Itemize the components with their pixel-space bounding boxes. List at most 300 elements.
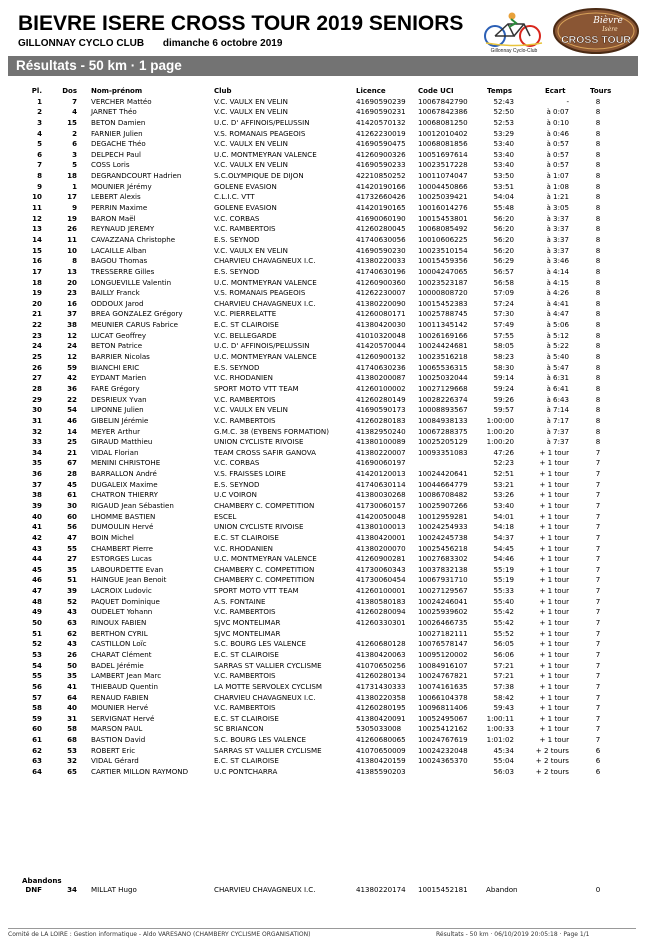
cell-bib: 28 <box>67 469 77 479</box>
cell-laps: 8 <box>595 96 601 106</box>
cell-bib: 10 <box>67 245 77 255</box>
table-row <box>0 118 652 129</box>
cell-time: 56:57 <box>493 266 514 276</box>
table-row <box>0 607 652 618</box>
table-row <box>0 309 652 320</box>
cell-place: 27 <box>32 373 42 383</box>
cell-gap: à 7:37 <box>546 437 569 447</box>
cell-place: 39 <box>32 500 42 510</box>
cell-club: E.S. SEYNOD <box>214 362 260 372</box>
cell-licence: 41262230019 <box>356 128 406 138</box>
cell-name: LIPONNE Julien <box>91 405 144 415</box>
cell-gap: à 3:05 <box>546 203 569 213</box>
cell-club: V.C. RHODANIEN <box>214 543 273 553</box>
cell-licence: 41380220358 <box>356 692 406 702</box>
cell-place: 59 <box>32 713 42 723</box>
cell-name: RINOUX FABIEN <box>91 618 147 628</box>
cell-uci-code: 10068081856 <box>418 139 468 149</box>
cell-uci-code: 10027129567 <box>418 586 468 596</box>
col-header-bib: Dos <box>62 87 77 95</box>
cell-club: CHARVIEU CHAVAGNEUX I.C. <box>214 885 316 894</box>
cell-place: 51 <box>32 628 42 638</box>
cell-licence: 41260680065 <box>356 735 406 745</box>
cell-bib: 47 <box>67 532 77 542</box>
cell-licence: 41260900132 <box>356 352 406 362</box>
cell-uci-code: 10025039421 <box>418 192 468 202</box>
cell-club: SARRAS ST VALLIER CYCLISME <box>214 660 322 670</box>
event-date: dimanche 6 octobre 2019 <box>162 38 283 49</box>
cell-time: 52:53 <box>493 117 514 127</box>
cell-licence: 41740630114 <box>356 479 406 489</box>
table-row <box>0 373 652 384</box>
cell-time: 57:24 <box>493 298 514 308</box>
cell-gap: à 6:41 <box>546 383 569 393</box>
table-row <box>0 331 652 342</box>
col-header-laps: Tours <box>590 87 612 95</box>
cell-uci-code: 10015452181 <box>418 885 468 894</box>
cell-name: BARRALLON André <box>91 469 157 479</box>
cell-gap: à 6:43 <box>546 394 569 404</box>
cell-name: JARNET Théo <box>91 107 137 117</box>
table-row <box>0 288 652 299</box>
cell-time: 56:58 <box>493 277 514 287</box>
cell-bib: 65 <box>67 767 77 776</box>
cell-gap: à 0:10 <box>546 117 569 127</box>
cell-time: 53:29 <box>493 128 514 138</box>
cell-laps: 8 <box>595 309 601 319</box>
table-row <box>0 756 652 767</box>
table-row <box>0 693 652 704</box>
cell-bib: 11 <box>67 234 77 244</box>
cell-time: 54:46 <box>493 554 514 564</box>
cell-uci-code: 10000808720 <box>418 288 468 298</box>
cell-licence: 41740630196 <box>356 266 406 276</box>
cell-laps: 8 <box>595 437 601 447</box>
table-row <box>0 171 652 182</box>
cell-club: CHARVIEU CHAVAGNEUX I.C. <box>214 298 316 308</box>
cell-uci-code: 10024232048 <box>418 745 468 755</box>
cell-licence: 41420120013 <box>356 469 406 479</box>
cell-club: E.S. SEYNOD <box>214 266 260 276</box>
cell-licence: 41420190165 <box>356 203 406 213</box>
cell-gap: à 0:46 <box>546 128 569 138</box>
cell-bib: 52 <box>67 596 77 606</box>
cell-laps: 6 <box>595 767 601 776</box>
cell-licence: 41740630056 <box>356 234 406 244</box>
cell-gap: + 1 tour <box>539 639 569 649</box>
cell-bib: 64 <box>67 692 77 702</box>
cell-club: LA MOTTE SERVOLEX CYCLISM <box>214 681 322 691</box>
cell-licence: 41260680128 <box>356 639 406 649</box>
logo-caption: Gillonnay Cyclo-Club <box>490 48 538 54</box>
table-row <box>0 575 652 586</box>
cell-laps: 7 <box>595 649 601 659</box>
cell-licence: 41260280183 <box>356 415 406 425</box>
cell-name: VIDAL Gérard <box>91 756 139 766</box>
cell-time: 47:26 <box>493 447 514 457</box>
cell-uci-code: 10028226374 <box>418 394 468 404</box>
cell-laps: 7 <box>595 628 601 638</box>
cell-bib: 55 <box>67 543 77 553</box>
cell-place: 40 <box>32 511 42 521</box>
cell-place: 47 <box>32 586 42 596</box>
cell-bib: 31 <box>67 713 77 723</box>
cell-licence: 41380220007 <box>356 447 406 457</box>
cell-uci-code: 10012010402 <box>418 128 468 138</box>
cell-time: 55:52 <box>493 628 514 638</box>
cell-place: 4 <box>37 128 42 138</box>
cell-bib: 53 <box>67 745 77 755</box>
cell-gap: + 1 tour <box>539 671 569 681</box>
cell-time: 56:06 <box>493 649 514 659</box>
cell-club: ESCEL <box>214 511 237 521</box>
table-row <box>0 767 652 778</box>
cell-name: PERRIN Maxime <box>91 203 148 213</box>
cell-bib: 59 <box>67 362 77 372</box>
cell-name: ROBERT Eric <box>91 745 136 755</box>
cell-place: 2 <box>37 107 42 117</box>
cell-laps: 7 <box>595 490 601 500</box>
cell-place: 18 <box>32 277 42 287</box>
cell-club: V.C. CORBAS <box>214 213 260 223</box>
cell-bib: 36 <box>67 383 77 393</box>
cell-name: RIGAUD Jean Sébastien <box>91 500 174 510</box>
table-row <box>0 682 652 693</box>
cell-uci-code: 10066104378 <box>418 692 468 702</box>
cell-bib: 16 <box>67 298 77 308</box>
cell-club: A.S. FONTAINE <box>214 596 266 606</box>
cell-gap: à 3:37 <box>546 213 569 223</box>
cell-place: 6 <box>37 149 42 159</box>
cell-licence: 41690590230 <box>356 245 406 255</box>
table-row <box>0 650 652 661</box>
table-row <box>0 395 652 406</box>
cell-name: LUCAT Geoffrey <box>91 330 147 340</box>
cell-bib: 7 <box>72 96 77 106</box>
cell-laps: 7 <box>595 660 601 670</box>
cell-licence: 41070650009 <box>356 745 406 755</box>
table-row <box>0 512 652 523</box>
cell-name: RENAUD FABIEN <box>91 692 149 702</box>
cell-name: COSS Loris <box>91 160 130 170</box>
table-row <box>0 224 652 235</box>
cell-club: S.C. BOURG LES VALENCE <box>214 639 307 649</box>
cell-gap: à 7:37 <box>546 426 569 436</box>
cell-name: BASTION David <box>91 735 146 745</box>
logo-text-top: Bièvre <box>593 16 623 26</box>
cell-club: V.C. CORBAS <box>214 458 260 468</box>
cell-licence: 41380420030 <box>356 320 406 330</box>
dnf-row <box>0 885 652 896</box>
cell-licence: 41260100001 <box>356 586 406 596</box>
cell-gap: + 2 tours <box>535 767 569 776</box>
table-row <box>0 724 652 735</box>
cell-bib: 8 <box>72 256 77 266</box>
cell-bib: 46 <box>67 415 77 425</box>
cell-club: CHARVIEU CHAVAGNEUX I.C. <box>214 256 316 266</box>
cell-licence: 41380100089 <box>356 437 406 447</box>
cell-gap: + 1 tour <box>539 490 569 500</box>
cell-licence: 41731430333 <box>356 681 406 691</box>
cell-licence: 41070650256 <box>356 660 406 670</box>
cell-time: 54:45 <box>493 543 514 553</box>
cell-name: BREA GONZALEZ Grégory <box>91 309 183 319</box>
cell-club: UNION CYCLISTE RIVOISE <box>214 437 304 447</box>
page-title: BIEVRE ISERE CROSS TOUR 2019 SENIORS <box>18 12 464 35</box>
cell-laps: 7 <box>595 681 601 691</box>
cell-bib: 60 <box>67 511 77 521</box>
cell-laps: 6 <box>595 745 601 755</box>
cell-club: GOLENE EVASION <box>214 203 277 213</box>
cell-licence: 41690590233 <box>356 160 406 170</box>
cell-club: S.C.OLYMPIQUE DE DIJON <box>214 171 304 181</box>
cell-laps: 7 <box>595 447 601 457</box>
cell-club: V.C. RHODANIEN <box>214 373 273 383</box>
cell-place: 50 <box>32 618 42 628</box>
cell-laps: 8 <box>595 405 601 415</box>
footer-page-info: Résultats - 50 km · 06/10/2019 20:05:18 · Page 1/1 <box>436 931 590 938</box>
cell-time: 54:01 <box>493 511 514 521</box>
cell-club: U.C. MONTMEYRAN VALENCE <box>214 149 317 159</box>
table-row <box>0 405 652 416</box>
cyclist-icon <box>478 10 550 48</box>
cell-bib: 9 <box>72 203 77 213</box>
cell-licence: 41730060157 <box>356 500 406 510</box>
col-header-club: Club <box>214 87 232 95</box>
footer-credits: Comité de LA LOIRE : Gestion informatique - Aldo VARESANO (CHAMBERY CYCLISME ORGANISATION) <box>8 931 311 938</box>
cell-club: S.C. BOURG LES VALENCE <box>214 735 307 745</box>
cell-time: 59:57 <box>493 405 514 415</box>
cell-licence: 41420570044 <box>356 341 406 351</box>
cell-laps: 8 <box>595 277 601 287</box>
cell-licence: 41262230007 <box>356 288 406 298</box>
cell-laps: 7 <box>595 479 601 489</box>
table-row <box>0 618 652 629</box>
cell-name: GIBELIN Jérémie <box>91 415 149 425</box>
cell-gap: + 1 tour <box>539 575 569 585</box>
cell-gap: + 1 tour <box>539 681 569 691</box>
cell-name: FARE Grégory <box>91 383 140 393</box>
table-row <box>0 586 652 597</box>
cell-laps: 7 <box>595 639 601 649</box>
cell-licence: 5305033008 <box>356 724 402 734</box>
cell-place: DNF <box>25 885 42 894</box>
cell-uci-code: 10024254933 <box>418 522 468 532</box>
cell-club: GOLENE EVASION <box>214 181 277 191</box>
cell-licence: 41260080171 <box>356 309 406 319</box>
cell-licence: 41380100013 <box>356 522 406 532</box>
cell-place: 22 <box>32 320 42 330</box>
cell-place: 57 <box>32 692 42 702</box>
cell-name: CASTILLON Loïc <box>91 639 147 649</box>
cell-licence: 41260280094 <box>356 607 406 617</box>
cell-laps: 0 <box>595 885 601 894</box>
cell-gap: + 1 tour <box>539 596 569 606</box>
cell-place: 1 <box>37 96 42 106</box>
cell-time: 52:43 <box>493 96 514 106</box>
cell-club: U.C. MONTMEYRAN VALENCE <box>214 554 317 564</box>
cell-uci-code: 10024245738 <box>418 532 468 542</box>
cell-name: LONGUEVILLE Valentin <box>91 277 172 287</box>
cell-bib: 35 <box>67 671 77 681</box>
cell-place: 12 <box>32 213 42 223</box>
cell-place: 34 <box>32 447 42 457</box>
cell-gap: + 1 tour <box>539 586 569 596</box>
cell-time: 57:30 <box>493 309 514 319</box>
cell-name: CAVAZZANA Christophe <box>91 234 176 244</box>
cell-laps: 8 <box>595 213 601 223</box>
col-header-gap: Ecart <box>545 87 566 95</box>
cell-gap: + 1 tour <box>539 447 569 457</box>
table-row <box>0 437 652 448</box>
cell-gap: à 1:08 <box>546 181 569 191</box>
cell-club: U.C VOIRON <box>214 490 257 500</box>
cell-time: 57:55 <box>493 330 514 340</box>
cell-bib: 23 <box>67 288 77 298</box>
cell-gap: à 4:47 <box>546 309 569 319</box>
cell-time: 56:03 <box>493 767 514 776</box>
table-row <box>0 490 652 501</box>
event-subtitle <box>18 38 298 49</box>
table-row <box>0 661 652 672</box>
cell-club: SPORT MOTO VTT TEAM <box>214 586 299 596</box>
cell-licence: 41260280134 <box>356 671 406 681</box>
cell-club: U.C. MONTMEYRAN VALENCE <box>214 277 317 287</box>
cell-place: 61 <box>32 735 42 745</box>
cell-licence: 41690590173 <box>356 405 406 415</box>
table-row <box>0 565 652 576</box>
cell-bib: 30 <box>67 500 77 510</box>
cell-club: V.C. RAMBERTOIS <box>214 415 276 425</box>
cell-time: 53:51 <box>493 181 514 191</box>
table-row <box>0 107 652 118</box>
cell-licence: 41380420063 <box>356 649 406 659</box>
cell-time: 52:23 <box>493 458 514 468</box>
cell-place: 54 <box>32 660 42 670</box>
cell-licence: 41380200070 <box>356 543 406 553</box>
cell-bib: 45 <box>67 479 77 489</box>
cell-gap: à 7:17 <box>546 415 569 425</box>
table-row <box>0 182 652 193</box>
cell-laps: 8 <box>595 192 601 202</box>
cell-name: BERTHON CYRIL <box>91 628 148 638</box>
table-row <box>0 480 652 491</box>
cell-time: 59:26 <box>493 394 514 404</box>
cell-gap: + 1 tour <box>539 500 569 510</box>
cell-name: DEGRANDCOURT Hadrien <box>91 171 182 181</box>
cell-place: 32 <box>32 426 42 436</box>
cell-name: BETON Damien <box>91 117 146 127</box>
cell-bib: 32 <box>67 756 77 766</box>
cell-uci-code: 10037832138 <box>418 564 468 574</box>
cell-time: 54:18 <box>493 522 514 532</box>
cell-club: E.S. SEYNOD <box>214 234 260 244</box>
cell-laps: 8 <box>595 383 601 393</box>
cell-gap: à 3:37 <box>546 234 569 244</box>
cell-licence: 41690590239 <box>356 96 406 106</box>
cell-gap: + 1 tour <box>539 607 569 617</box>
cell-uci-code: 10076578147 <box>418 639 468 649</box>
cell-bib: 26 <box>67 224 77 234</box>
cell-laps: 8 <box>595 373 601 383</box>
cell-licence: 41380420001 <box>356 532 406 542</box>
table-row <box>0 746 652 757</box>
cell-uci-code: 10093351083 <box>418 447 468 457</box>
cell-gap: à 7:14 <box>546 405 569 415</box>
table-row <box>0 129 652 140</box>
cell-bib: 39 <box>67 586 77 596</box>
cell-uci-code: 10084916107 <box>418 660 468 670</box>
cell-time: 56:20 <box>493 245 514 255</box>
cell-name: GIRAUD Matthieu <box>91 437 153 447</box>
cell-licence: 41690590231 <box>356 107 406 117</box>
table-row <box>0 501 652 512</box>
table-row <box>0 150 652 161</box>
cell-uci-code: 10025412162 <box>418 724 468 734</box>
table-row <box>0 139 652 150</box>
logo-text-main: CROSS TOUR <box>561 34 631 46</box>
cell-licence: 41730060343 <box>356 564 406 574</box>
cell-licence: 41420190166 <box>356 181 406 191</box>
table-header-row <box>0 86 652 97</box>
cell-name: CARTIER MILLON RAYMOND <box>91 767 189 776</box>
cell-club: E.S. SEYNOD <box>214 479 260 489</box>
cell-place: 52 <box>32 639 42 649</box>
table-row <box>0 341 652 352</box>
cell-gap: à 4:41 <box>546 298 569 308</box>
cell-name: MEYER Arthur <box>91 426 141 436</box>
cell-name: MEUNIER CARUS Fabrice <box>91 320 178 330</box>
cell-place: 7 <box>37 160 42 170</box>
cell-time: 56:20 <box>493 234 514 244</box>
cell-name: CHAMBERT Pierre <box>91 543 153 553</box>
footer-divider <box>8 928 636 929</box>
cell-uci-code: 10004450866 <box>418 181 468 191</box>
cell-uci-code: 10067842386 <box>418 107 468 117</box>
cell-licence: 41260100002 <box>356 383 406 393</box>
cell-laps: 7 <box>595 500 601 510</box>
cell-name: LHOMME BASTIEN <box>91 511 156 521</box>
cell-uci-code: 10024246041 <box>418 596 468 606</box>
cell-laps: 7 <box>595 724 601 734</box>
cell-place: 11 <box>32 203 42 213</box>
cell-place: 20 <box>32 298 42 308</box>
cell-laps: 8 <box>595 256 601 266</box>
cell-place: 53 <box>32 649 42 659</box>
cell-laps: 8 <box>595 415 601 425</box>
cell-gap: + 1 tour <box>539 628 569 638</box>
cell-time: 53:26 <box>493 490 514 500</box>
cell-licence: 41260900326 <box>356 149 406 159</box>
table-row <box>0 352 652 363</box>
cell-gap: + 1 tour <box>539 649 569 659</box>
cell-uci-code: 10016014276 <box>418 203 468 213</box>
cell-name: MENINI CHRISTOHE <box>91 458 161 468</box>
cell-bib: 43 <box>67 607 77 617</box>
cell-licence: 41380030268 <box>356 490 406 500</box>
cell-club: CHAMBERY C. COMPETITION <box>214 564 315 574</box>
cell-time: 58:23 <box>493 352 514 362</box>
cell-place: 58 <box>32 703 42 713</box>
cell-uci-code: 10024767619 <box>418 735 468 745</box>
cell-gap: + 1 tour <box>539 692 569 702</box>
cell-licence: 41420570132 <box>356 117 406 127</box>
cell-place: 8 <box>37 171 42 181</box>
cell-laps: 7 <box>595 543 601 553</box>
table-row <box>0 597 652 608</box>
table-row <box>0 160 652 171</box>
cell-time: 56:20 <box>493 213 514 223</box>
